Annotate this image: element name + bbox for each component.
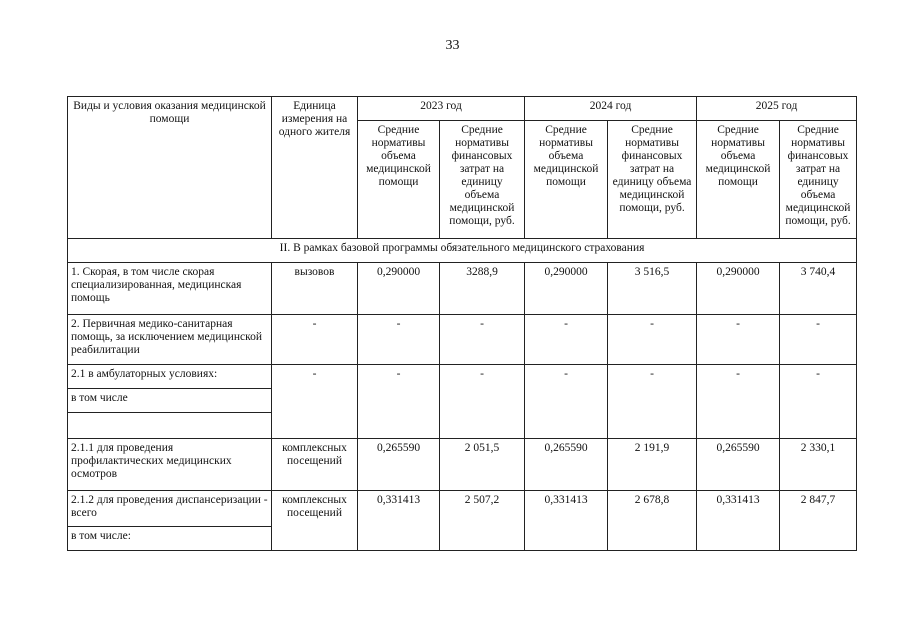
table-row [68,365,857,389]
cell-volume-2023: 0,265590 [358,439,440,491]
header-row-years [68,97,857,121]
row-label: 2.1.1 для проведения профилактических медицинских осмотров [68,439,272,491]
empty-cell [68,413,272,439]
subheader-volume-2025: Средние нормативы объема медицинской помощи [697,121,780,239]
section-title: II. В рамках базовой программы обязательного медицинского страхования [68,239,857,263]
cell-volume-2025: 0,290000 [697,263,780,315]
table-row [68,491,857,527]
subheader-volume-2023: Средние нормативы объема медицинской помощи [358,121,440,239]
header-year-2023: 2023 год [358,97,525,121]
cell-cost-2024: - [608,315,697,365]
norms-table [67,96,857,551]
cell-volume-2024: - [525,315,608,365]
cell-cost-2025: 2 847,7 [780,491,857,551]
row-label: 2.1 в амбулаторных условиях: [68,365,272,389]
cell-volume-2023: 0,331413 [358,491,440,551]
header-year-2025: 2025 год [697,97,857,121]
header-unit: Единица измерения на одного жителя [272,97,358,239]
table-row [68,439,857,491]
cell-cost-2025: - [780,315,857,365]
row-unit: - [272,365,358,439]
cell-volume-2023: - [358,315,440,365]
cell-volume-2025: - [697,315,780,365]
cell-volume-2024: - [525,365,608,439]
cell-volume-2024: 0,265590 [525,439,608,491]
table-row [68,263,857,315]
section-row [68,239,857,263]
cell-cost-2023: 3288,9 [440,263,525,315]
cell-cost-2024: - [608,365,697,439]
cell-cost-2024: 3 516,5 [608,263,697,315]
cell-cost-2025: - [780,365,857,439]
row-label: 2. Первичная медико-санитарная помощь, за исключением медицинской реабилитации [68,315,272,365]
row-unit: вызовов [272,263,358,315]
cell-volume-2023: - [358,365,440,439]
subheader-cost-2024: Средние нормативы финансовых затрат на единицу объема медицинской помощи, руб. [608,121,697,239]
page-number: 33 [445,38,460,53]
header-year-2024: 2024 год [525,97,697,121]
row-label: 1. Скорая, в том числе скорая специализированная, медицинская помощь [68,263,272,315]
table-row [68,315,857,365]
cell-cost-2025: 3 740,4 [780,263,857,315]
cell-cost-2024: 2 191,9 [608,439,697,491]
row-label: в том числе [68,389,272,413]
subheader-cost-2023: Средние нормативы финансовых затрат на единицу объема медицинской помощи, руб. [440,121,525,239]
subheader-volume-2024: Средние нормативы объема медицинской помощи [525,121,608,239]
cell-cost-2023: - [440,315,525,365]
cell-cost-2023: 2 507,2 [440,491,525,551]
cell-cost-2024: 2 678,8 [608,491,697,551]
cell-volume-2025: - [697,365,780,439]
row-label: 2.1.2 для проведения диспансеризации - всего [68,491,272,527]
row-unit: комплексных посещений [272,491,358,551]
cell-cost-2023: 2 051,5 [440,439,525,491]
cell-cost-2025: 2 330,1 [780,439,857,491]
row-unit: комплексных посещений [272,439,358,491]
cell-volume-2023: 0,290000 [358,263,440,315]
cell-cost-2023: - [440,365,525,439]
row-unit: - [272,315,358,365]
cell-volume-2025: 0,265590 [697,439,780,491]
cell-volume-2025: 0,331413 [697,491,780,551]
cell-volume-2024: 0,290000 [525,263,608,315]
row-label: в том числе: [68,527,272,551]
cell-volume-2024: 0,331413 [525,491,608,551]
header-type: Виды и условия оказания медицинской помощи [68,97,272,239]
subheader-cost-2025: Средние нормативы финансовых затрат на единицу объема медицинской помощи, руб. [780,121,857,239]
